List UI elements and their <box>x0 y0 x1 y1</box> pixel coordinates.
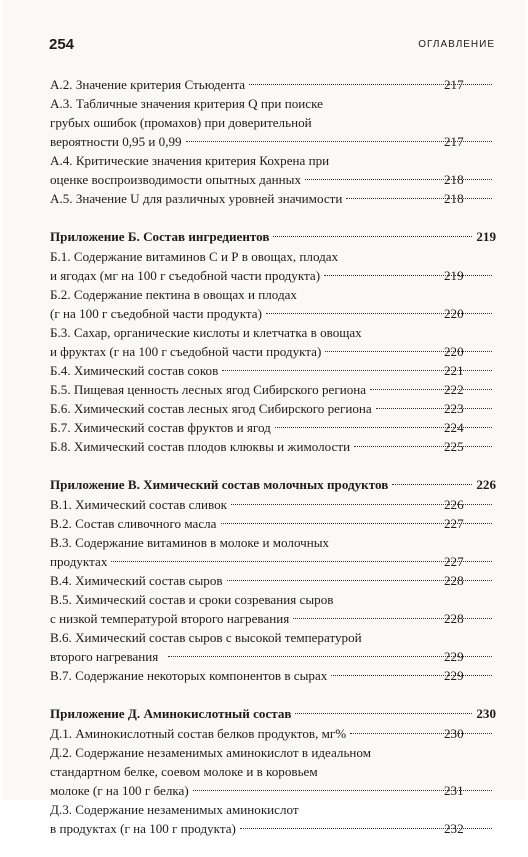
entry-text-line: в продуктах (г на 100 г продукта) <box>50 821 236 836</box>
dot-leader <box>231 504 492 505</box>
entry-text-line: Б.7. Химический состав фруктов и ягод <box>50 420 271 435</box>
page-header <box>49 36 495 56</box>
toc-section <box>50 227 496 456</box>
entry-text-line: стандартном белке, соевом молоке и в коровьем <box>50 764 318 779</box>
dot-leader <box>354 446 492 447</box>
toc-section <box>50 75 496 208</box>
toc-entry: Б.6. Химический состав лесных ягод Сибирского региона 223 <box>50 399 496 418</box>
entry-text-line: А.4. Критические значения критерия Кохрена при <box>50 153 330 168</box>
dot-leader <box>222 370 492 371</box>
dot-leader <box>331 675 492 676</box>
entry-text-line: Б.1. Содержание витаминов С и Р в овощах, плодах <box>50 249 339 264</box>
running-head: ОГЛАВЛЕНИЕ <box>418 39 495 50</box>
entry-text-line: В.6. Химический состав сыров с высокой температурой <box>50 630 362 645</box>
entry-text-line: вероятности 0,95 и 0,99 <box>50 134 182 149</box>
entry-text-line: и фруктах (г на 100 г съедобной части продукта) <box>50 344 322 359</box>
dot-leader <box>295 713 472 714</box>
entry-text-line: Д.1. Аминокислотный состав белков продуктов, мг% <box>50 726 347 741</box>
entry-text-line: А.2. Значение критерия Стьюдента <box>50 77 246 92</box>
entry-text-line: В.3. Содержание витаминов в молоке и молочных <box>50 535 330 550</box>
entry-text-line: продуктах <box>50 554 108 569</box>
toc-entry: В.4. Химический состав сыров 228 <box>50 571 496 590</box>
toc-entry: А.3. Табличные значения критерия Q при поиске грубых ошибок (промахов) при доверительной вероятности 0,95 и 0,99 217 <box>50 94 496 151</box>
dot-leader <box>249 84 492 85</box>
entry-text-line: Б.5. Пищевая ценность лесных ягод Сибирского региона <box>50 382 367 397</box>
dot-leader <box>350 733 492 734</box>
toc-entry: Д.3. Содержание незаменимых аминокислот в продуктах (г на 100 г продукта) 232 <box>50 800 496 838</box>
entry-text-line: Д.3. Содержание незаменимых аминокислот <box>50 802 299 817</box>
entry-text-line: В.4. Химический состав сыров <box>50 573 223 588</box>
toc-entry: Б.8. Химический состав плодов клюквы и жимолости 225 <box>50 437 496 456</box>
dot-leader <box>168 656 492 657</box>
toc-entry: В.3. Содержание витаминов в молоке и молочных продуктах 227 <box>50 533 496 571</box>
dot-leader <box>346 198 492 199</box>
toc-appendix-heading <box>50 227 496 246</box>
heading-page-number: 226 <box>476 477 496 492</box>
dot-leader <box>221 523 493 524</box>
toc-entry: Б.4. Химический состав соков 221 <box>50 361 496 380</box>
entry-text-line: второго нагревания <box>50 649 159 664</box>
entry-text-line: с низкой температурой второго нагревания <box>50 611 290 626</box>
entry-text-line: Б.2. Содержание пектина в овощах и плодах <box>50 287 297 302</box>
dot-leader <box>370 389 492 390</box>
heading-title: Приложение Д. Аминокислотный состав <box>50 706 292 721</box>
heading-page-number: 219 <box>476 229 496 244</box>
entry-text-line: В.7. Содержание некоторых компонентов в сырах <box>50 668 328 683</box>
entry-text-line: В.1. Химический состав сливок <box>50 497 228 512</box>
entry-text-line: Б.6. Химический состав лесных ягод Сибирского региона <box>50 401 372 416</box>
book-page <box>3 0 525 836</box>
entry-text-line: (г на 100 г съедобной части продукта) <box>50 306 262 321</box>
heading-title: Приложение Б. Состав ингредиентов <box>50 229 270 244</box>
dot-leader <box>376 408 492 409</box>
dot-leader <box>193 790 492 791</box>
toc-entry: Б.1. Содержание витаминов С и Р в овощах, плодах и ягодах (мг на 100 г съедобной части продукта) 219 <box>50 247 496 285</box>
toc-entry: В.5. Химический состав и сроки созревания сыров с низкой температурой второго нагревания 228 <box>50 590 496 628</box>
dot-leader <box>293 618 492 619</box>
toc-section <box>50 704 496 838</box>
entry-text-line: грубых ошибок (промахов) при доверительной <box>50 115 312 130</box>
toc-appendix-heading <box>50 475 496 494</box>
toc-entry: В.1. Химический состав сливок 226 <box>50 495 496 514</box>
heading-page-number: 230 <box>476 706 496 721</box>
entry-text-line: и ягодах (мг на 100 г съедобной части продукта) <box>50 268 321 283</box>
heading-title: Приложение В. Химический состав молочных продуктов <box>50 477 389 492</box>
entry-text-line: А.3. Табличные значения критерия Q при поиске <box>50 96 323 111</box>
toc-entry: Б.2. Содержание пектина в овощах и плодах (г на 100 г съедобной части продукта) 220 <box>50 285 496 323</box>
dot-leader <box>392 484 472 485</box>
entry-text-line: Д.2. Содержание незаменимых аминокислот в идеальном <box>50 745 372 760</box>
dot-leader <box>111 561 492 562</box>
toc-appendix-heading <box>50 704 496 723</box>
toc-entry: А.4. Критические значения критерия Кохрена при оценке воспроизводимости опытных данных 218 <box>50 151 496 189</box>
toc-entry: В.2. Состав сливочного масла 227 <box>50 514 496 533</box>
toc-entry: Д.1. Аминокислотный состав белков продуктов, мг% 230 <box>50 724 496 743</box>
entry-text-line: Б.4. Химический состав соков <box>50 363 219 378</box>
toc-entry: Б.7. Химический состав фруктов и ягод 224 <box>50 418 496 437</box>
table-of-contents <box>50 75 496 857</box>
entry-text-line: оценке воспроизводимости опытных данных <box>50 172 301 187</box>
toc-entry: Б.3. Сахар, органические кислоты и клетчатка в овощах и фруктах (г на 100 г съедобной части продукта) 220 <box>50 323 496 361</box>
entry-text-line: Б.8. Химический состав плодов клюквы и жимолости <box>50 439 351 454</box>
dot-leader <box>275 427 492 428</box>
entry-text-line: А.5. Значение U для различных уровней значимости <box>50 191 343 206</box>
dot-leader <box>266 313 492 314</box>
toc-entry: Б.5. Пищевая ценность лесных ягод Сибирского региона 222 <box>50 380 496 399</box>
page-number: 254 <box>49 36 75 53</box>
entry-text-line: молоке (г на 100 г белка) <box>50 783 189 798</box>
entry-text-line: Б.3. Сахар, органические кислоты и клетчатка в овощах <box>50 325 362 340</box>
dot-leader <box>273 236 472 237</box>
dot-leader <box>227 580 492 581</box>
toc-section <box>50 475 496 685</box>
toc-entry: В.7. Содержание некоторых компонентов в сырах 229 <box>50 666 496 685</box>
dot-leader <box>186 141 492 142</box>
toc-entry: Д.2. Содержание незаменимых аминокислот в идеальном стандартном белке, соевом молоке и в коровьем молоке (г на 100 г белка) 231 <box>50 743 496 800</box>
dot-leader <box>325 351 492 352</box>
dot-leader <box>240 828 492 829</box>
dot-leader <box>305 179 492 180</box>
toc-entry: А.5. Значение U для различных уровней значимости 218 <box>50 189 496 208</box>
entry-text-line: В.5. Химический состав и сроки созревания сыров <box>50 592 334 607</box>
entry-text-line: В.2. Состав сливочного масла <box>50 516 217 531</box>
toc-entry: В.6. Химический состав сыров с высокой температурой второго нагревания 229 <box>50 628 496 666</box>
dot-leader <box>324 275 492 276</box>
toc-entry: А.2. Значение критерия Стьюдента 217 <box>50 75 496 94</box>
